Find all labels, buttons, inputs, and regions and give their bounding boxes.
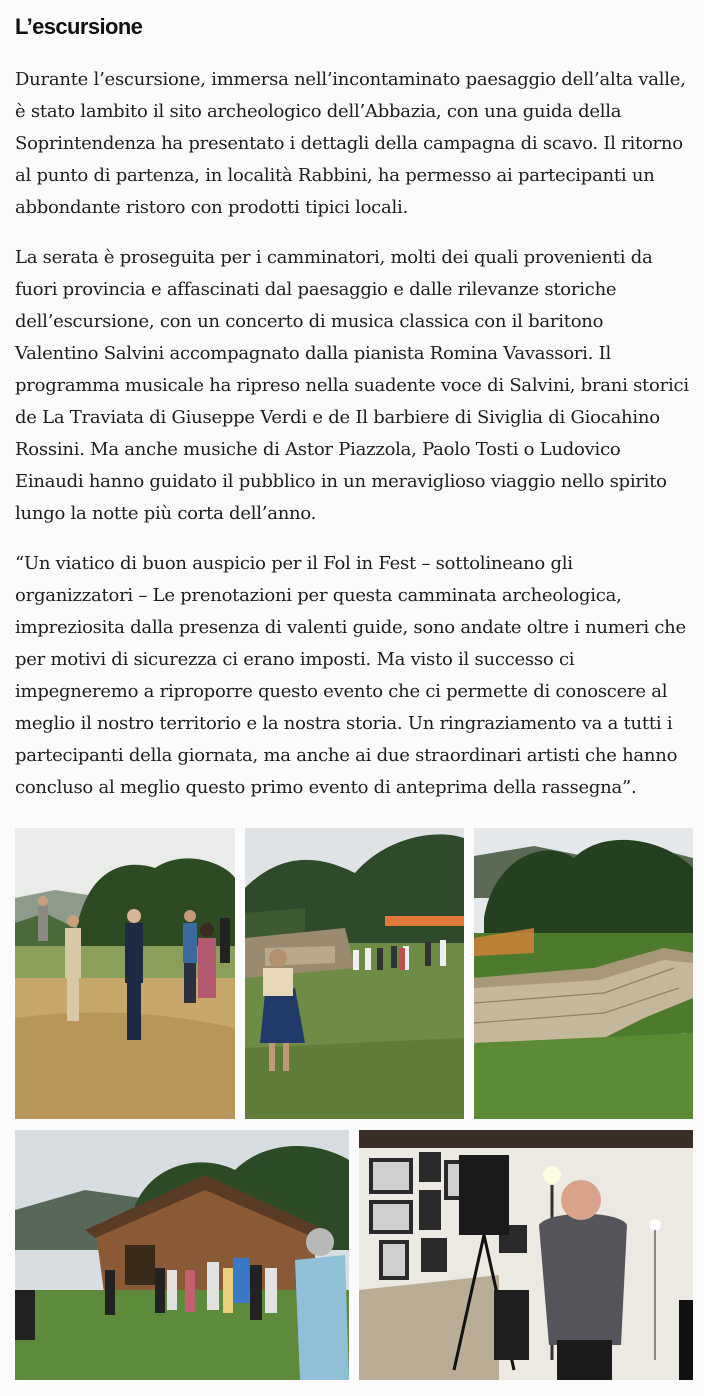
paragraph-serata: La serata è proseguita per i camminatori, molti dei quali provenienti da fuori provincia e affascinati dal paesaggio e dalle rilevanze storiche dell’escursione, con un concerto di musica classica con il baritono Valentino Salvini accompagnato dalla pianista Romina Vavassori. Il programma musicale ha ripreso nella suadente voce di Salvini, brani storici de La Traviata di Giuseppe Verdi e de Il barbiere di Siviglia di Giocahino Rossini. Ma anche musiche di Astor Piazzola, Paolo Tosti o Ludovico Einaudi hanno guidato il pubblico in un meraviglioso viaggio nello spirito lungo la notte più corta dell’anno. [15, 247, 689, 524]
baritone-singing-photo[interactable] [359, 1130, 693, 1380]
section-heading: L’escursione [15, 14, 143, 39]
group-at-wooden-cabin-photo[interactable] [15, 1130, 349, 1380]
group-in-meadow-photo[interactable] [15, 828, 235, 1119]
paragraph-quote: “Un viatico di buon auspicio per il Fol in Fest – sottolineano gli organizzatori – Le prenotazioni per questa camminata archeologica, impreziosita dalla presenza di valenti guide, sono andate oltre i numeri che per motivi di sicurezza ci erano imposti. Ma visto il successo ci impegneremo a riproporre questo evento che ci permette di conoscere al meglio il nostro territorio e la nostra storia. Un ringraziamento va a tutti i partecipanti della giornata, ma anche ai due straordinari artisti che hanno concluso al meglio questo primo evento di anteprima della rassegna”. [15, 553, 686, 798]
abbey-stone-ruins-photo[interactable] [474, 828, 693, 1119]
paragraph-escursione: Durante l’escursione, immersa nell’incontaminato paesaggio dell’alta valle, è stato lambito il sito archeologico dell’Abbazia, con una guida della Soprintendenza ha presentato i dettagli della campagna di scavo. Il ritorno al punto di partenza, in località Rabbini, ha permesso ai partecipanti un abbondante ristoro con prodotti tipici locali. [15, 69, 686, 218]
group-near-ruins-photo[interactable] [245, 828, 464, 1119]
